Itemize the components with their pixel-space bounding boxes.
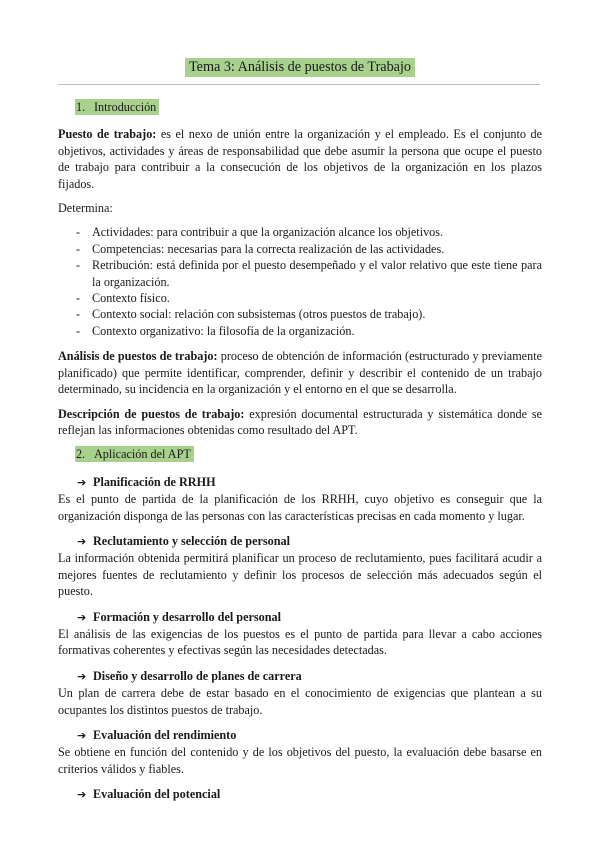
list-item-text: Contexto físico.	[92, 291, 170, 306]
list-item	[58, 257, 542, 290]
list-item-text: Contexto social: relación con subsistemas (otros puestos de trabajo).	[92, 307, 426, 322]
section-heading-aplicacion	[75, 446, 542, 462]
dash-marker: -	[76, 323, 81, 338]
title-divider	[58, 84, 540, 85]
term-analisis: Análisis de puestos de trabajo:	[58, 349, 218, 364]
subheading-formacion	[58, 609, 542, 626]
paragraph-planes-carrera: Un plan de carrera debe de estar basado en el conocimiento de exigencias que plantean a su ocupantes los distintos puestos de trabajo.	[58, 686, 542, 717]
title-wrap	[0, 58, 600, 77]
dash-marker: -	[76, 291, 81, 306]
paragraph-determina: Determina:	[58, 201, 113, 216]
subheading-reclutamiento	[58, 533, 542, 550]
paragraph-analisis	[58, 348, 542, 397]
arrow-icon: ➔	[77, 534, 87, 548]
definition-descripcion: expresión documental estructurada y sistemática donde se reflejan las informaciones obtenidas como resultado del APT.	[58, 406, 543, 437]
determina-list	[58, 224, 542, 339]
dash-marker: -	[76, 258, 81, 273]
paragraph-descripcion	[58, 406, 542, 439]
paragraph-reclutamiento: La información obtenida permitirá planificar un proceso de reclutamiento, pues facilitará acudir a mejores fuentes de reclutamiento y definir los procesos de selección más adecuados según el puesto.	[58, 551, 542, 599]
list-item	[58, 241, 542, 257]
list-item-text: Retribución: está definida por el puesto desempeñado y el valor relativo que este tiene para la organización.	[92, 258, 542, 289]
page-title: Tema 3: Análisis de puestos de Trabajo	[185, 58, 415, 77]
section-label	[75, 99, 159, 115]
arrow-icon: ➔	[77, 610, 87, 624]
list-item-text: Actividades: para contribuir a que la organización alcance los objetivos.	[92, 225, 444, 240]
dash-marker: -	[76, 225, 81, 240]
list-item	[58, 306, 542, 322]
subheading-text: Reclutamiento y selección de personal	[93, 533, 290, 548]
arrow-icon: ➔	[77, 475, 87, 489]
list-item	[58, 323, 542, 339]
subheading-text: Evaluación del potencial	[93, 787, 221, 802]
dash-marker: -	[76, 307, 81, 322]
document-body	[58, 99, 542, 804]
list-item-text: Contexto organizativo: la filosofía de la organización.	[92, 323, 355, 338]
arrow-icon: ➔	[77, 669, 87, 683]
subheading-planificacion	[58, 474, 542, 491]
dash-marker: -	[76, 241, 81, 256]
list-item	[58, 224, 542, 240]
definition-puesto: es el nexo de unión entre la organización y el empleado. Es el conjunto de objetivos, actividades y áreas de responsabilidad que debe asumir la persona que ocupe el puesto de trabajo para contribuir a la consecución de los objetivos de la organización en los plazos fijados.	[58, 127, 542, 191]
section-title: Introducción	[94, 100, 157, 114]
section-label	[75, 446, 194, 462]
section-heading-introduccion	[75, 99, 542, 115]
paragraph-formacion: El análisis de las exigencias de los puestos es el punto de partida para llevar a cabo acciones formativas coherentes y efectivas según las necesidades detectadas.	[58, 626, 542, 658]
arrow-icon: ➔	[77, 788, 87, 802]
paragraph-puesto	[58, 126, 542, 192]
subheading-planes-carrera	[58, 668, 542, 685]
term-puesto: Puesto de trabajo:	[58, 127, 157, 142]
section-number: 2.	[76, 447, 86, 462]
section-title: Aplicación del APT	[94, 447, 191, 462]
list-item	[58, 290, 542, 306]
subheading-text: Evaluación del rendimiento	[93, 728, 237, 742]
subheading-text: Planificación de RRHH	[93, 474, 216, 489]
definition-analisis: proceso de obtención de información (estructurado y previamente planificado) que permite identificar, comprender, definir y describir el contenido de un trabajo determinado, su incidencia en la organización y el entorno en el que se desarrolla.	[58, 349, 542, 397]
list-item-text: Competencias: necesarias para la correcta realización de las actividades.	[92, 241, 445, 256]
paragraph-planificacion: Es el punto de partida de la planificación de los RRHH, cuyo objetivo es conseguir que la organización disponga de las personas con las características precisas en cada momento y lugar.	[58, 492, 542, 523]
subheading-potencial	[58, 786, 542, 803]
subheading-text: Formación y desarrollo del personal	[93, 609, 281, 624]
section-number: 1.	[76, 100, 86, 114]
subheading-rendimiento	[58, 727, 542, 744]
term-descripcion: Descripción de puestos de trabajo:	[58, 406, 245, 421]
paragraph-rendimiento: Se obtiene en función del contenido y de los objetivos del puesto, la evaluación debe basarse en criterios válidos y fiables.	[58, 745, 542, 776]
arrow-icon: ➔	[77, 729, 87, 742]
subheading-text: Diseño y desarrollo de planes de carrera	[93, 668, 302, 683]
